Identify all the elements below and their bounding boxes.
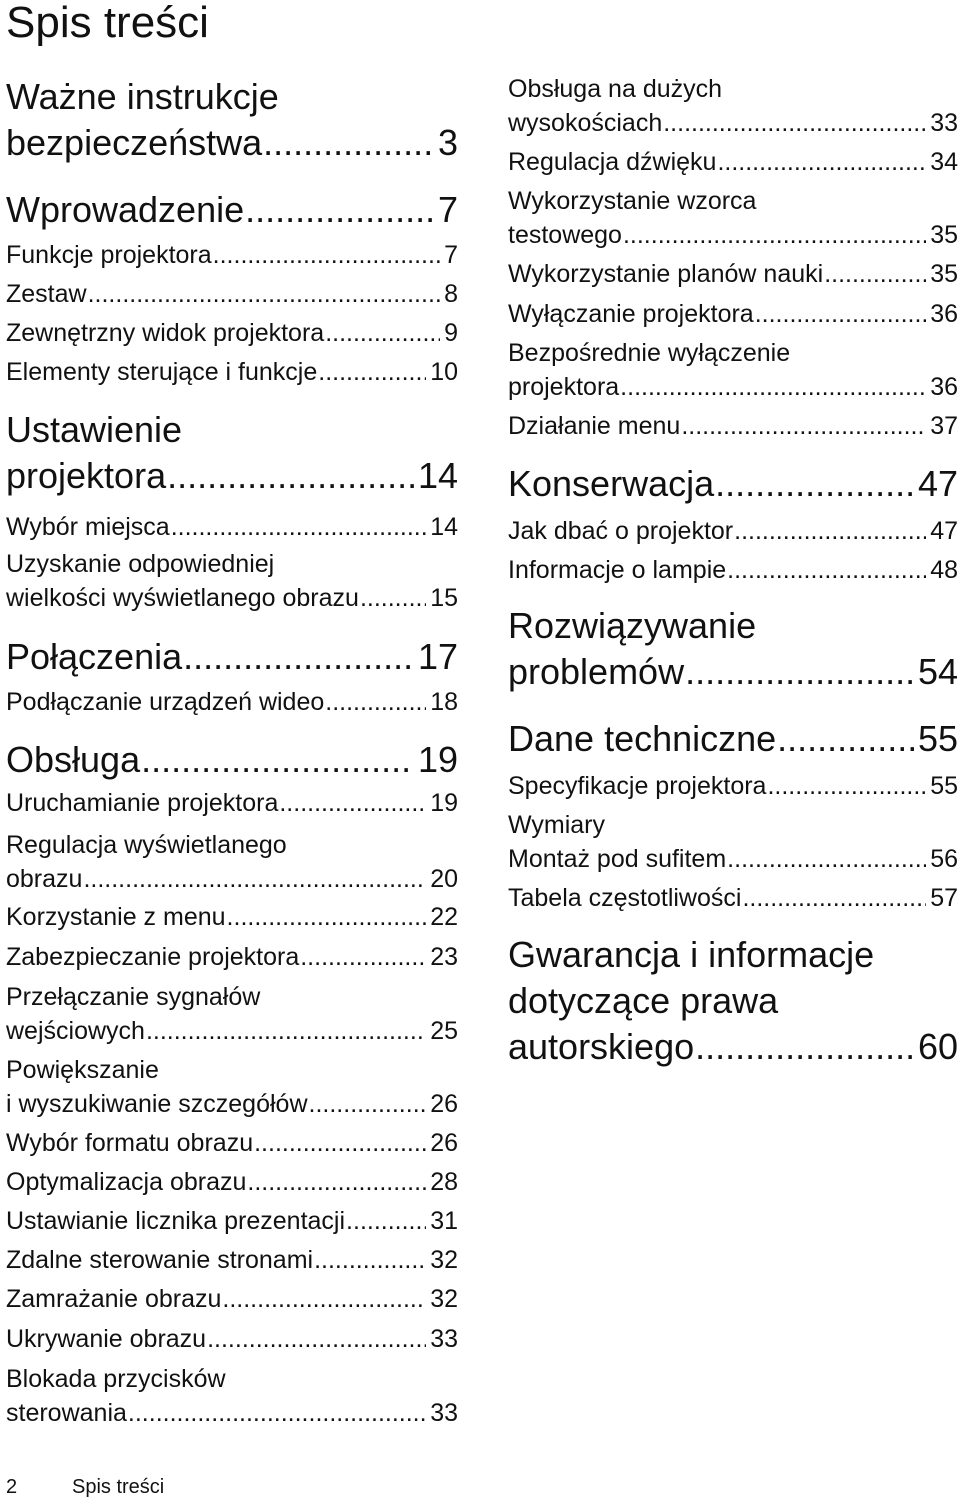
toc-entry-label: wysokościach xyxy=(508,109,663,137)
toc-entry-label: Korzystanie z menu xyxy=(6,903,226,931)
toc-entry-label: Połączenia xyxy=(6,636,183,677)
toc-entry-label: obrazu xyxy=(6,865,83,893)
dot-leader xyxy=(742,881,926,915)
toc-entry-label: Ukrywanie obrazu xyxy=(6,1325,207,1353)
toc-entry-title-line: dotyczące prawa xyxy=(508,980,779,1021)
toc-entry-title-line: Uzyskanie odpowiedniej xyxy=(6,550,275,578)
toc-entry-page-number: 34 xyxy=(930,148,958,176)
toc-entry-row xyxy=(6,1204,458,1238)
dot-leader xyxy=(309,1087,427,1121)
toc-entry-label: bezpieczeństwa xyxy=(6,122,263,163)
dot-leader xyxy=(263,120,434,166)
toc-section-entry[interactable] xyxy=(6,1165,458,1199)
dot-leader xyxy=(727,842,926,876)
toc-section-entry[interactable] xyxy=(6,547,458,615)
toc-entry-row xyxy=(6,1243,458,1277)
toc-entry-label: Jak dbać o projektor xyxy=(508,517,734,545)
dot-leader xyxy=(88,277,441,311)
toc-section-entry[interactable] xyxy=(6,316,458,350)
toc-entry-title-line: Powiększanie xyxy=(6,1056,159,1084)
toc-section-entry[interactable] xyxy=(508,297,958,331)
toc-chapter-entry[interactable] xyxy=(6,407,458,499)
toc-entry-page-number: 8 xyxy=(444,280,458,308)
dot-leader xyxy=(715,461,914,507)
toc-entry-page-number: 33 xyxy=(430,1399,458,1427)
toc-entry-page-number: 20 xyxy=(430,865,458,893)
toc-entry-label: sterowania xyxy=(6,1399,127,1427)
toc-entry-label: wielkości wyświetlanego obrazu xyxy=(6,584,359,612)
toc-entry-label: Zdalne sterowanie stronami xyxy=(6,1246,314,1274)
toc-entry-title-line: Gwarancja i informacje xyxy=(508,934,875,975)
toc-entry-page-number: 33 xyxy=(930,109,958,137)
dot-leader xyxy=(227,900,427,934)
toc-entry-row xyxy=(508,409,958,443)
toc-entry-label: Obsługa xyxy=(6,739,141,780)
toc-chapter-entry[interactable] xyxy=(508,461,958,507)
toc-entry-page-number: 32 xyxy=(430,1246,458,1274)
toc-entry-page-number: 37 xyxy=(930,412,958,440)
toc-entry-row xyxy=(6,862,458,896)
toc-entry-label: Funkcje projektora xyxy=(6,241,212,269)
toc-entry-page-number: 23 xyxy=(430,943,458,971)
toc-chapter-entry[interactable] xyxy=(6,634,458,680)
toc-entry-label: projektora xyxy=(6,455,167,496)
dot-leader xyxy=(279,786,426,820)
dot-leader xyxy=(685,649,914,695)
dot-leader xyxy=(767,769,926,803)
toc-entry-page-number: 14 xyxy=(430,513,458,541)
toc-entry-row xyxy=(6,1165,458,1199)
toc-entry-page-number: 26 xyxy=(430,1129,458,1157)
dot-leader xyxy=(207,1322,426,1356)
toc-entry-row xyxy=(508,218,958,252)
dot-leader xyxy=(727,553,926,587)
toc-entry-row xyxy=(508,370,958,404)
toc-entry-row xyxy=(6,1014,458,1048)
toc-entry-row xyxy=(508,553,958,587)
toc-entry-title-line: Ważne instrukcje xyxy=(6,76,279,117)
dot-leader xyxy=(623,218,926,252)
toc-entry-page-number: 60 xyxy=(917,1026,958,1067)
toc-entry-page-number: 14 xyxy=(417,455,458,496)
toc-section-entry[interactable] xyxy=(6,1126,458,1160)
dot-leader xyxy=(695,1024,914,1070)
toc-entry-row xyxy=(6,510,458,544)
toc-entry-label: i wyszukiwanie szczegółów xyxy=(6,1090,308,1118)
toc-entry-row xyxy=(6,316,458,350)
toc-entry-page-number: 35 xyxy=(930,260,958,288)
toc-section-entry[interactable] xyxy=(6,1243,458,1277)
toc-section-entry[interactable] xyxy=(6,828,458,896)
dot-leader xyxy=(360,581,426,615)
toc-entry-label: Konserwacja xyxy=(508,463,715,504)
toc-entry-row xyxy=(508,297,958,331)
dot-leader xyxy=(213,238,440,272)
toc-entry-row xyxy=(508,842,958,876)
toc-section-entry[interactable] xyxy=(6,238,458,272)
dot-leader xyxy=(681,409,926,443)
toc-entry-page-number: 47 xyxy=(917,463,958,504)
toc-entry-title-line: Blokada przycisków xyxy=(6,1365,226,1393)
toc-entry-row xyxy=(508,1024,958,1070)
toc-entry-row xyxy=(6,277,458,311)
toc-entry-row xyxy=(6,685,458,719)
toc-entry-title-line: Przełączanie sygnałów xyxy=(6,983,261,1011)
toc-entry-row xyxy=(508,769,958,803)
toc-entry-row xyxy=(6,581,458,615)
toc-section-entry[interactable] xyxy=(6,786,458,820)
toc-entry-page-number: 19 xyxy=(417,739,458,780)
toc-entry-label: Regulacja dźwięku xyxy=(508,148,717,176)
toc-entry-title-line: Bezpośrednie wyłączenie xyxy=(508,339,791,367)
dot-leader xyxy=(146,1014,426,1048)
toc-entry-label: Działanie menu xyxy=(508,412,681,440)
dot-leader xyxy=(620,370,926,404)
toc-section-entry[interactable] xyxy=(508,145,958,179)
toc-section-entry[interactable] xyxy=(6,277,458,311)
toc-entry-page-number: 56 xyxy=(930,845,958,873)
toc-entry-label: problemów xyxy=(508,651,685,692)
toc-section-entry[interactable] xyxy=(508,72,958,140)
toc-entry-label: Wykorzystanie planów nauki xyxy=(508,260,824,288)
dot-leader xyxy=(222,1282,426,1316)
toc-entry-row xyxy=(508,649,958,695)
toc-entry-page-number: 18 xyxy=(430,688,458,716)
toc-entry-page-number: 3 xyxy=(437,122,458,163)
dot-leader xyxy=(824,257,926,291)
dot-leader xyxy=(325,316,440,350)
toc-entry-label: Zamrażanie obrazu xyxy=(6,1285,222,1313)
toc-section-entry[interactable] xyxy=(508,336,958,404)
toc-entry-row xyxy=(6,1282,458,1316)
toc-chapter-entry[interactable] xyxy=(508,716,958,762)
toc-section-entry[interactable] xyxy=(6,1282,458,1316)
toc-entry-label: autorskiego xyxy=(508,1026,695,1067)
toc-entry-row xyxy=(6,1396,458,1430)
toc-entry-page-number: 10 xyxy=(430,358,458,386)
toc-entry-row xyxy=(6,355,458,389)
toc-section-entry[interactable] xyxy=(6,980,458,1048)
toc-entry-page-number: 47 xyxy=(930,517,958,545)
toc-entry-row xyxy=(6,120,458,166)
toc-entry-label: Montaż pod sufitem xyxy=(508,845,727,873)
toc-entry-row xyxy=(6,634,458,680)
toc-entry-page-number: 57 xyxy=(930,884,958,912)
toc-entry-label: Zestaw xyxy=(6,280,87,308)
toc-entry-row xyxy=(508,881,958,915)
toc-section-entry[interactable] xyxy=(6,940,458,974)
dot-leader xyxy=(325,685,426,719)
toc-entry-title-line: Rozwiązywanie xyxy=(508,605,757,646)
toc-entry-page-number: 31 xyxy=(430,1207,458,1235)
toc-entry-row xyxy=(508,145,958,179)
toc-entry-page-number: 17 xyxy=(417,636,458,677)
toc-entry-row xyxy=(6,940,458,974)
toc-section-entry[interactable] xyxy=(6,510,458,544)
dot-leader xyxy=(734,514,926,548)
toc-entry-page-number: 48 xyxy=(930,556,958,584)
toc-chapter-entry[interactable] xyxy=(6,737,458,783)
toc-entry-page-number: 55 xyxy=(930,772,958,800)
page-title: Spis treści xyxy=(6,0,209,47)
toc-entry-label: Informacje o lampie xyxy=(508,556,727,584)
toc-entry-row xyxy=(508,106,958,140)
toc-entry-title-line: Wykorzystanie wzorca xyxy=(508,187,757,215)
toc-entry-row xyxy=(6,1087,458,1121)
toc-entry-label: Wyłączanie projektora xyxy=(508,300,754,328)
toc-section-entry[interactable] xyxy=(6,1053,458,1121)
toc-section-entry[interactable] xyxy=(508,769,958,803)
dot-leader xyxy=(171,510,426,544)
toc-entry-label: Wprowadzenie xyxy=(6,189,245,230)
toc-entry-page-number: 7 xyxy=(437,189,458,230)
toc-entry-label: Ustawianie licznika prezentacji xyxy=(6,1207,346,1235)
toc-entry-label: Podłączanie urządzeń wideo xyxy=(6,688,325,716)
toc-entry-label: Zewnętrzny widok projektora xyxy=(6,319,325,347)
toc-entry-label: Uruchamianie projektora xyxy=(6,789,279,817)
dot-leader xyxy=(717,145,926,179)
toc-entry-page-number: 36 xyxy=(930,373,958,401)
toc-entry-label: projektora xyxy=(508,373,620,401)
toc-entry-page-number: 7 xyxy=(444,241,458,269)
toc-entry-label: Specyfikacje projektora xyxy=(508,772,767,800)
toc-entry-page-number: 22 xyxy=(430,903,458,931)
toc-section-entry[interactable] xyxy=(6,685,458,719)
toc-entry-page-number: 26 xyxy=(430,1090,458,1118)
toc-entry-row xyxy=(6,900,458,934)
toc-entry-label: Wybór miejsca xyxy=(6,513,170,541)
toc-entry-page-number: 55 xyxy=(917,718,958,759)
toc-entry-page-number: 19 xyxy=(430,789,458,817)
dot-leader xyxy=(83,862,426,896)
toc-entry-page-number: 28 xyxy=(430,1168,458,1196)
toc-entry-page-number: 33 xyxy=(430,1325,458,1353)
toc-chapter-entry[interactable] xyxy=(508,932,958,1070)
toc-entry-row xyxy=(6,453,458,499)
toc-entry-label: Optymalizacja obrazu xyxy=(6,1168,247,1196)
toc-entry-row xyxy=(6,1126,458,1160)
dot-leader xyxy=(167,453,414,499)
toc-section-entry[interactable] xyxy=(508,257,958,291)
toc-section-entry[interactable] xyxy=(508,881,958,915)
toc-entry-title-line: Obsługa na dużych xyxy=(508,75,723,103)
toc-entry-row xyxy=(508,716,958,762)
toc-entry-title-line: Ustawienie xyxy=(6,409,183,450)
toc-entry-row xyxy=(508,514,958,548)
toc-section-entry[interactable] xyxy=(508,808,958,876)
toc-entry-title-line: Regulacja wyświetlanego xyxy=(6,831,287,859)
toc-entry-label: Tabela częstotliwości xyxy=(508,884,742,912)
toc-entry-row xyxy=(508,257,958,291)
toc-entry-page-number: 9 xyxy=(444,319,458,347)
toc-section-entry[interactable] xyxy=(6,355,458,389)
toc-entry-label: testowego xyxy=(508,221,622,249)
toc-entry-row xyxy=(6,238,458,272)
toc-entry-row xyxy=(508,461,958,507)
page-footer xyxy=(6,1472,164,1502)
toc-entry-label: Elementy sterujące i funkcje xyxy=(6,358,318,386)
toc-entry-title-line: Wymiary xyxy=(508,811,605,839)
toc-entry-label: Zabezpieczanie projektora xyxy=(6,943,300,971)
dot-leader xyxy=(300,940,426,974)
toc-entry-label: Dane techniczne xyxy=(508,718,777,759)
dot-leader xyxy=(777,716,914,762)
toc-entry-page-number: 36 xyxy=(930,300,958,328)
dot-leader xyxy=(346,1204,426,1238)
dot-leader xyxy=(318,355,426,389)
toc-entry-label: Wybór formatu obrazu xyxy=(6,1129,254,1157)
dot-leader xyxy=(254,1126,426,1160)
dot-leader xyxy=(141,737,414,783)
toc-entry-page-number: 54 xyxy=(917,651,958,692)
toc-entry-page-number: 32 xyxy=(430,1285,458,1313)
toc-entry-page-number: 15 xyxy=(430,584,458,612)
toc-section-entry[interactable] xyxy=(6,1204,458,1238)
toc-entry-row xyxy=(6,187,458,233)
dot-leader xyxy=(247,1165,426,1199)
toc-entry-row xyxy=(6,737,458,783)
dot-leader xyxy=(128,1396,426,1430)
toc-section-entry[interactable] xyxy=(508,514,958,548)
toc-chapter-entry[interactable] xyxy=(508,603,958,695)
toc-entry-label: wejściowych xyxy=(6,1017,145,1045)
toc-entry-row xyxy=(6,786,458,820)
dot-leader xyxy=(663,106,926,140)
toc-entry-page-number: 35 xyxy=(930,221,958,249)
toc-section-entry[interactable] xyxy=(508,409,958,443)
toc-section-entry[interactable] xyxy=(6,1362,458,1430)
toc-entry-page-number: 25 xyxy=(430,1017,458,1045)
dot-leader xyxy=(755,297,926,331)
toc-section-entry[interactable] xyxy=(508,184,958,252)
toc-entry-row xyxy=(6,1322,458,1356)
toc-section-entry[interactable] xyxy=(6,1322,458,1356)
toc-section-entry[interactable] xyxy=(6,900,458,934)
dot-leader xyxy=(183,634,414,680)
toc-chapter-entry[interactable] xyxy=(6,187,458,233)
footer-page-number: 2 xyxy=(6,1476,18,1498)
toc-chapter-entry[interactable] xyxy=(6,74,458,166)
dot-leader xyxy=(314,1243,426,1277)
toc-section-entry[interactable] xyxy=(508,553,958,587)
footer-label: Spis treści xyxy=(72,1476,165,1498)
dot-leader xyxy=(245,187,434,233)
